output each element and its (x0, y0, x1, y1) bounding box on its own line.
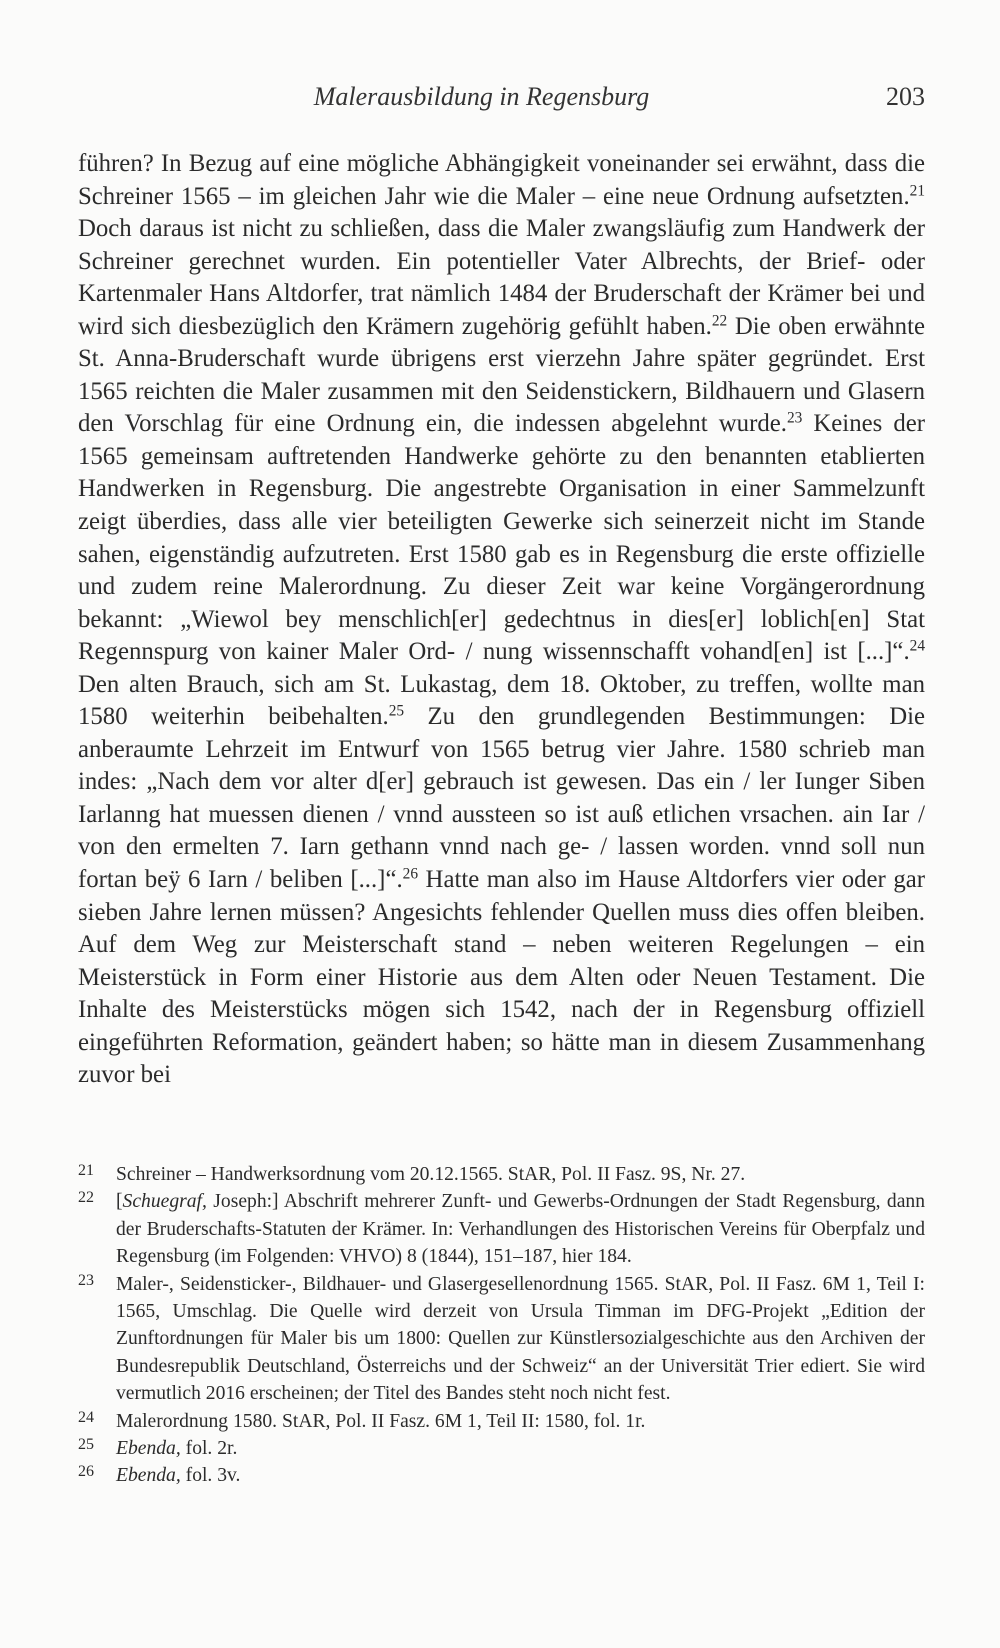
footnote-ebenda: Ebenda, (116, 1465, 181, 1487)
running-head (78, 82, 925, 122)
footnote-number: 25 (78, 1436, 94, 1454)
footnote-ref[interactable]: 23 (786, 409, 803, 427)
footnote-text: fol. 2r. (180, 1438, 238, 1460)
footnote-number: 23 (78, 1271, 94, 1289)
footnote-number: 21 (78, 1162, 94, 1179)
footnote-23 (78, 1271, 925, 1408)
page-number: 203 (886, 82, 925, 111)
text-segment: Doch daraus ist nicht zu schließen, dass die Maler zwangsläufig zum Handwerk der Schreiner gerechnet wurden. Ein potentieller Vater Albrechts, der Brief- oder Kartenmaler Hans Altdorfer, trat nämlich 1484 der Bruderschaft der Krämer bei und wird sich diesbezüglich den Krämern zugehörig gefühlt haben. (78, 215, 925, 340)
footnote-ebenda: Ebenda, (116, 1438, 181, 1460)
footnote-text: Joseph:] Abschrift mehrerer Zunft- und Gewerbs-Ordnungen der Stadt Regensburg, dann der Bruderschafts-Statuten der Krämer. In: Verhandlungen des Historischen Vereins für Oberpfalz und Regensburg (im Folgenden: VHVO) 8 (1844), 151–187, hier 184. (116, 1191, 925, 1268)
footnote-text: Schreiner – Handwerksordnung vom 20.12.1565. StAR, Pol. II Fasz. 9S, Nr. 27. (116, 1164, 746, 1185)
footnote-bracket: [ (116, 1191, 123, 1213)
footnote-22 (78, 1188, 925, 1270)
footnote-text: Malerordnung 1580. StAR, Pol. II Fasz. 6M 1, Teil II: 1580, fol. 1r. (116, 1410, 646, 1432)
text-segment: Die oben erwähnte St. Anna-Bruderschaft wurde übrigens erst vierzehn Jahre später gegründet. Erst 1565 reichten die Maler zusammen mit den Seidenstickern, Bildhauern und Glasern den Vorschlag für eine Ordnung ein, die indessen abgelehnt wurde. (78, 312, 925, 438)
text-segment: Keines der 1565 gemeinsam auftretenden Handwerke gehörte zu den benannten etablierten Handwerken in Regensburg. Die angestrebte Organisation in einer Sammelzunft zeigt überdies, dass alle vier beteiligten Gewerke sich seinerzeit nicht im Stande sahen, eigenständig aufzutreten. Erst 1580 gab es in Regensburg die erste offizielle und zudem reine Malerordnung. Zu dieser Zeit war keine Vorgängerordnung bekannt: „Wiewol bey menschlich[er] gedechtnus in dies[er] loblich[en] Stat Regennspurg von kainer Maler Ord- / nung wissennschafft vohand[en] ist [...]“. (78, 410, 926, 666)
text-segment: Hatte man also im Hause Altdorfers vier oder gar sieben Jahre lernen müssen? Angesichts fehlender Quellen muss dies offen bleiben. Auf dem Weg zur Meisterschaft stand – neben weiteren Regelungen – ein Meisterstück in Form einer Historie aus dem Alten oder Neuen Testament. Die Inhalte des Meisterstücks mögen sich 1542, nach der in Regensburg offiziell eingeführten Reformation, geändert haben; so hätte man in diesem Zusammenhang zuvor bei (78, 866, 926, 1089)
footnote-number: 26 (78, 1463, 94, 1481)
footnote-26 (78, 1462, 925, 1489)
running-title: Malerausbildung in Regensburg (313, 82, 650, 111)
footnote-ref[interactable]: 26 (402, 865, 419, 883)
footnote-ref[interactable]: 25 (388, 702, 405, 720)
footnote-author: Schuegraf, (122, 1191, 207, 1213)
footnote-ref[interactable]: 24 (909, 637, 925, 655)
text-segment: Den alten Brauch, sich am St. Lukastag, dem 18. Oktober, zu treffen, wollte man 1580 weiterhin beibehalten. (78, 670, 925, 731)
footnote-number: 24 (78, 1408, 94, 1426)
footnote-text: fol. 3v. (180, 1465, 241, 1487)
text-segment: führen? In Bezug auf eine mögliche Abhängigkeit voneinander sei erwähnt, dass die Schreiner 1565 – im gleichen Jahr wie die Maler – eine neue Ordnung aufsetzten. (78, 150, 925, 210)
footnote-text: Maler-, Seidensticker-, Bildhauer- und Glasergesellenordnung 1565. StAR, Pol. II Fasz. 6M 1, Teil I: 1565, Umschlag. Die Quelle wird derzeit von Ursula Timman im DFG-Projekt „Edition der Zunftordnungen für Maler bis um 1800: Quellen zur Künstlersozialgeschichte aus den Archiven der Bundesrepublik Deutschland, Österreichs und der Schweiz“ an der Universität Trier ediert. Sie wird vermutlich 2016 erscheinen; der Titel des Bandes steht noch nicht fest. (116, 1273, 925, 1405)
text-segment: Zu den grundlegenden Bestimmungen: Die anberaumte Lehrzeit im Entwurf von 1565 betrug vier Jahre. 1580 schrieb man indes: „Nach dem vor alter d[er] gebrauch ist gewesen. Das ein / ler Iunger Siben Iarlanng hat muessen dienen / vnnd aussteen so ist auß etlichen vrsachen. ain Iar / von den ermelten 7. Iarn gethann vnnd nach ge- / lassen worden. vnnd soll nun fortan beÿ 6 Iarn / beliben [...]“. (78, 703, 925, 894)
footnote-21 (78, 1161, 925, 1188)
footnotes (78, 1161, 925, 1490)
main-text (78, 148, 925, 1092)
footnote-ref[interactable]: 21 (909, 182, 925, 200)
footnote-24 (78, 1408, 925, 1435)
footnote-25 (78, 1435, 925, 1462)
footnote-ref[interactable]: 22 (711, 312, 728, 330)
footnote-number: 22 (78, 1189, 94, 1207)
